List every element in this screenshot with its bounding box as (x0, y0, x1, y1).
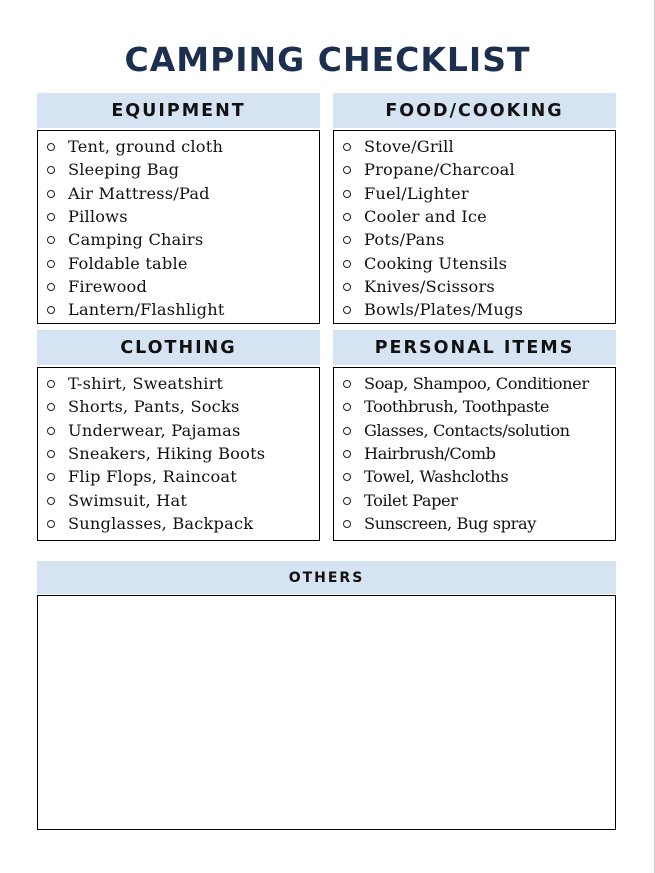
checklist-item-label: Pillows (68, 207, 128, 227)
checkbox-circle-icon[interactable] (47, 473, 55, 481)
checklist-item-label: Swimsuit, Hat (68, 490, 188, 510)
checklist-item[interactable] (343, 275, 615, 298)
checklist-item[interactable] (343, 419, 615, 442)
checklist-item-label: Cooking Utensils (364, 253, 508, 273)
checklist-item[interactable] (343, 158, 615, 181)
page-title: CAMPING CHECKLIST (124, 40, 531, 79)
checkbox-circle-icon[interactable] (343, 283, 351, 291)
checklist-item-label: Underwear, Pajamas (68, 420, 241, 440)
checklist-item-label: Lantern/Flashlight (68, 300, 225, 320)
checklist-item[interactable] (47, 228, 319, 251)
checkbox-circle-icon[interactable] (47, 497, 55, 505)
checklist-item[interactable] (47, 135, 319, 158)
checkbox-circle-icon[interactable] (47, 213, 55, 221)
checkbox-circle-icon[interactable] (343, 403, 351, 411)
checklist-item-label: Camping Chairs (68, 230, 204, 250)
checkbox-circle-icon[interactable] (47, 306, 55, 314)
checkbox-circle-icon[interactable] (47, 143, 55, 151)
checkbox-circle-icon[interactable] (343, 427, 351, 435)
checklist-item[interactable] (343, 205, 615, 228)
checklist-item-label: Air Mattress/Pad (68, 183, 210, 203)
checklist-item-label: Flip Flops, Raincoat (68, 467, 237, 487)
checklist-item[interactable] (343, 372, 615, 395)
checklist-item[interactable] (47, 275, 319, 298)
checklist-item-label: Sunglasses, Backpack (68, 513, 254, 533)
checklist-item-label: Pots/Pans (364, 230, 445, 250)
checklist-item-label: Foldable table (68, 253, 188, 273)
checklist-item[interactable] (343, 442, 615, 465)
checklist-item-label: Toilet Paper (364, 490, 458, 510)
checkbox-circle-icon[interactable] (47, 260, 55, 268)
checklist-item-label: Toothbrush, Toothpaste (364, 397, 550, 417)
checkbox-circle-icon[interactable] (343, 473, 351, 481)
checklist-item-label: Shorts, Pants, Socks (68, 397, 240, 417)
checklist-item-label: Sleeping Bag (68, 160, 180, 180)
checkbox-circle-icon[interactable] (343, 380, 351, 388)
checkbox-circle-icon[interactable] (343, 306, 351, 314)
checklist-item[interactable] (47, 442, 319, 465)
checkbox-circle-icon[interactable] (47, 166, 55, 174)
checklist-item-label: Glasses, Contacts/solution (364, 420, 570, 440)
checklist-item[interactable] (47, 298, 319, 321)
checklist-item-label: Propane/Charcoal (364, 160, 515, 180)
checkbox-circle-icon[interactable] (343, 166, 351, 174)
personal-items-header: PERSONAL ITEMS (333, 330, 616, 365)
checkbox-circle-icon[interactable] (343, 143, 351, 151)
clothing-list (38, 368, 319, 535)
others-notes-area[interactable] (37, 595, 616, 830)
others-header: OTHERS (37, 561, 616, 594)
checklist-item[interactable] (47, 182, 319, 205)
checkbox-circle-icon[interactable] (47, 450, 55, 458)
checkbox-circle-icon[interactable] (47, 283, 55, 291)
checkbox-circle-icon[interactable] (47, 190, 55, 198)
checklist-item[interactable] (47, 465, 319, 488)
checklist-item[interactable] (343, 488, 615, 511)
checklist-item[interactable] (343, 512, 615, 535)
checkbox-circle-icon[interactable] (343, 190, 351, 198)
checkbox-circle-icon[interactable] (47, 427, 55, 435)
checklist-item[interactable] (47, 395, 319, 418)
checkbox-circle-icon[interactable] (47, 403, 55, 411)
personal-items-list (334, 368, 615, 535)
clothing-box (37, 367, 320, 541)
checkbox-circle-icon[interactable] (47, 520, 55, 528)
equipment-header: EQUIPMENT (37, 93, 320, 128)
checkbox-circle-icon[interactable] (343, 520, 351, 528)
checklist-item[interactable] (343, 228, 615, 251)
checklist-item[interactable] (343, 465, 615, 488)
checklist-item-label: Stove/Grill (364, 137, 454, 157)
checklist-item-label: T-shirt, Sweatshirt (68, 374, 224, 394)
food-cooking-header: FOOD/COOKING (333, 93, 616, 128)
equipment-box (37, 130, 320, 324)
checklist-item[interactable] (47, 158, 319, 181)
checklist-item[interactable] (47, 488, 319, 511)
checklist-item[interactable] (47, 419, 319, 442)
checklist-item-label: Towel, Washcloths (364, 467, 509, 487)
checkbox-circle-icon[interactable] (343, 236, 351, 244)
checklist-item-label: Fuel/Lighter (364, 183, 469, 203)
checklist-item[interactable] (343, 395, 615, 418)
checklist-item[interactable] (343, 182, 615, 205)
checkbox-circle-icon[interactable] (47, 380, 55, 388)
checklist-item-label: Firewood (68, 276, 148, 296)
checkbox-circle-icon[interactable] (343, 450, 351, 458)
checkbox-circle-icon[interactable] (343, 213, 351, 221)
checklist-item-label: Tent, ground cloth (68, 137, 224, 157)
checklist-item[interactable] (343, 251, 615, 274)
checkbox-circle-icon[interactable] (47, 236, 55, 244)
checklist-item[interactable] (47, 251, 319, 274)
checklist-item-label: Hairbrush/Comb (364, 444, 496, 464)
food-cooking-list (334, 131, 615, 321)
personal-items-box (333, 367, 616, 541)
checklist-item-label: Bowls/Plates/Mugs (364, 300, 524, 320)
checklist-item-label: Sunscreen, Bug spray (364, 513, 536, 533)
checkbox-circle-icon[interactable] (343, 497, 351, 505)
clothing-header: CLOTHING (37, 330, 320, 365)
checklist-item-label: Knives/Scissors (364, 276, 495, 296)
checklist-item[interactable] (47, 512, 319, 535)
checklist-item[interactable] (343, 135, 615, 158)
checklist-item-label: Soap, Shampoo, Conditioner (364, 374, 589, 394)
equipment-list (38, 131, 319, 321)
checklist-item[interactable] (343, 298, 615, 321)
checklist-item[interactable] (47, 205, 319, 228)
checklist-item-label: Sneakers, Hiking Boots (68, 444, 266, 464)
checklist-item-label: Cooler and Ice (364, 207, 487, 227)
checkbox-circle-icon[interactable] (343, 260, 351, 268)
food-cooking-box (333, 130, 616, 324)
checklist-item[interactable] (47, 372, 319, 395)
